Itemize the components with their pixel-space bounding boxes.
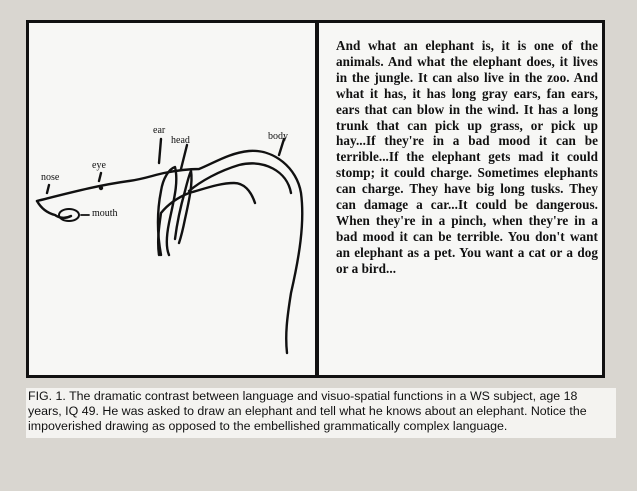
nose-label: nose bbox=[41, 172, 60, 183]
ear-shape bbox=[158, 167, 176, 255]
figure-caption: FIG. 1. The dramatic contrast between language and visuo-spatial functions in a WS subject, age 18 years, IQ 49. He was asked to draw an elephant and tell what he knows about an elephant. Notice the impoverished drawing as opposed to the embellished grammatically complex language. bbox=[26, 388, 616, 438]
eye-label: eye bbox=[92, 160, 106, 171]
ear-shape-2 bbox=[175, 171, 192, 243]
eye-dot bbox=[99, 186, 103, 190]
head-label: head bbox=[171, 135, 190, 146]
eye-pointer bbox=[99, 173, 101, 181]
narrative-text: And what an elephant is, it is one of the animals. And what the elephant does, it lives in the jungle. It can also live in the zoo. And what it has, it has long gray ears, fan ears, ears that can blow in the wind. It has a long trunk that can pick up grass, or pick up hay...If they're in a bad mood it can be terrible...If the elephant gets mad it could stomp; it could charge. Sometimes elephants can charge. They have big long tusks. They can damage a car...It could be dangerous. When they're in a pinch, when they're in a bad mood it can be terrible. You don't want an elephant as a pet. You want a cat or a dog or a bird... bbox=[336, 38, 598, 276]
elephant-sketch-svg bbox=[29, 23, 315, 375]
elephant-drawing bbox=[29, 23, 315, 375]
body-label: body bbox=[268, 131, 288, 142]
outline-top bbox=[37, 151, 302, 353]
ear-pointer bbox=[159, 139, 161, 163]
head-pointer bbox=[181, 145, 187, 169]
nose-pointer bbox=[47, 185, 49, 193]
panel-divider bbox=[315, 23, 319, 375]
mouth-label: mouth bbox=[92, 208, 118, 219]
mouth-oval bbox=[59, 209, 79, 221]
figure-frame bbox=[26, 20, 605, 378]
ear-label: ear bbox=[153, 125, 166, 136]
